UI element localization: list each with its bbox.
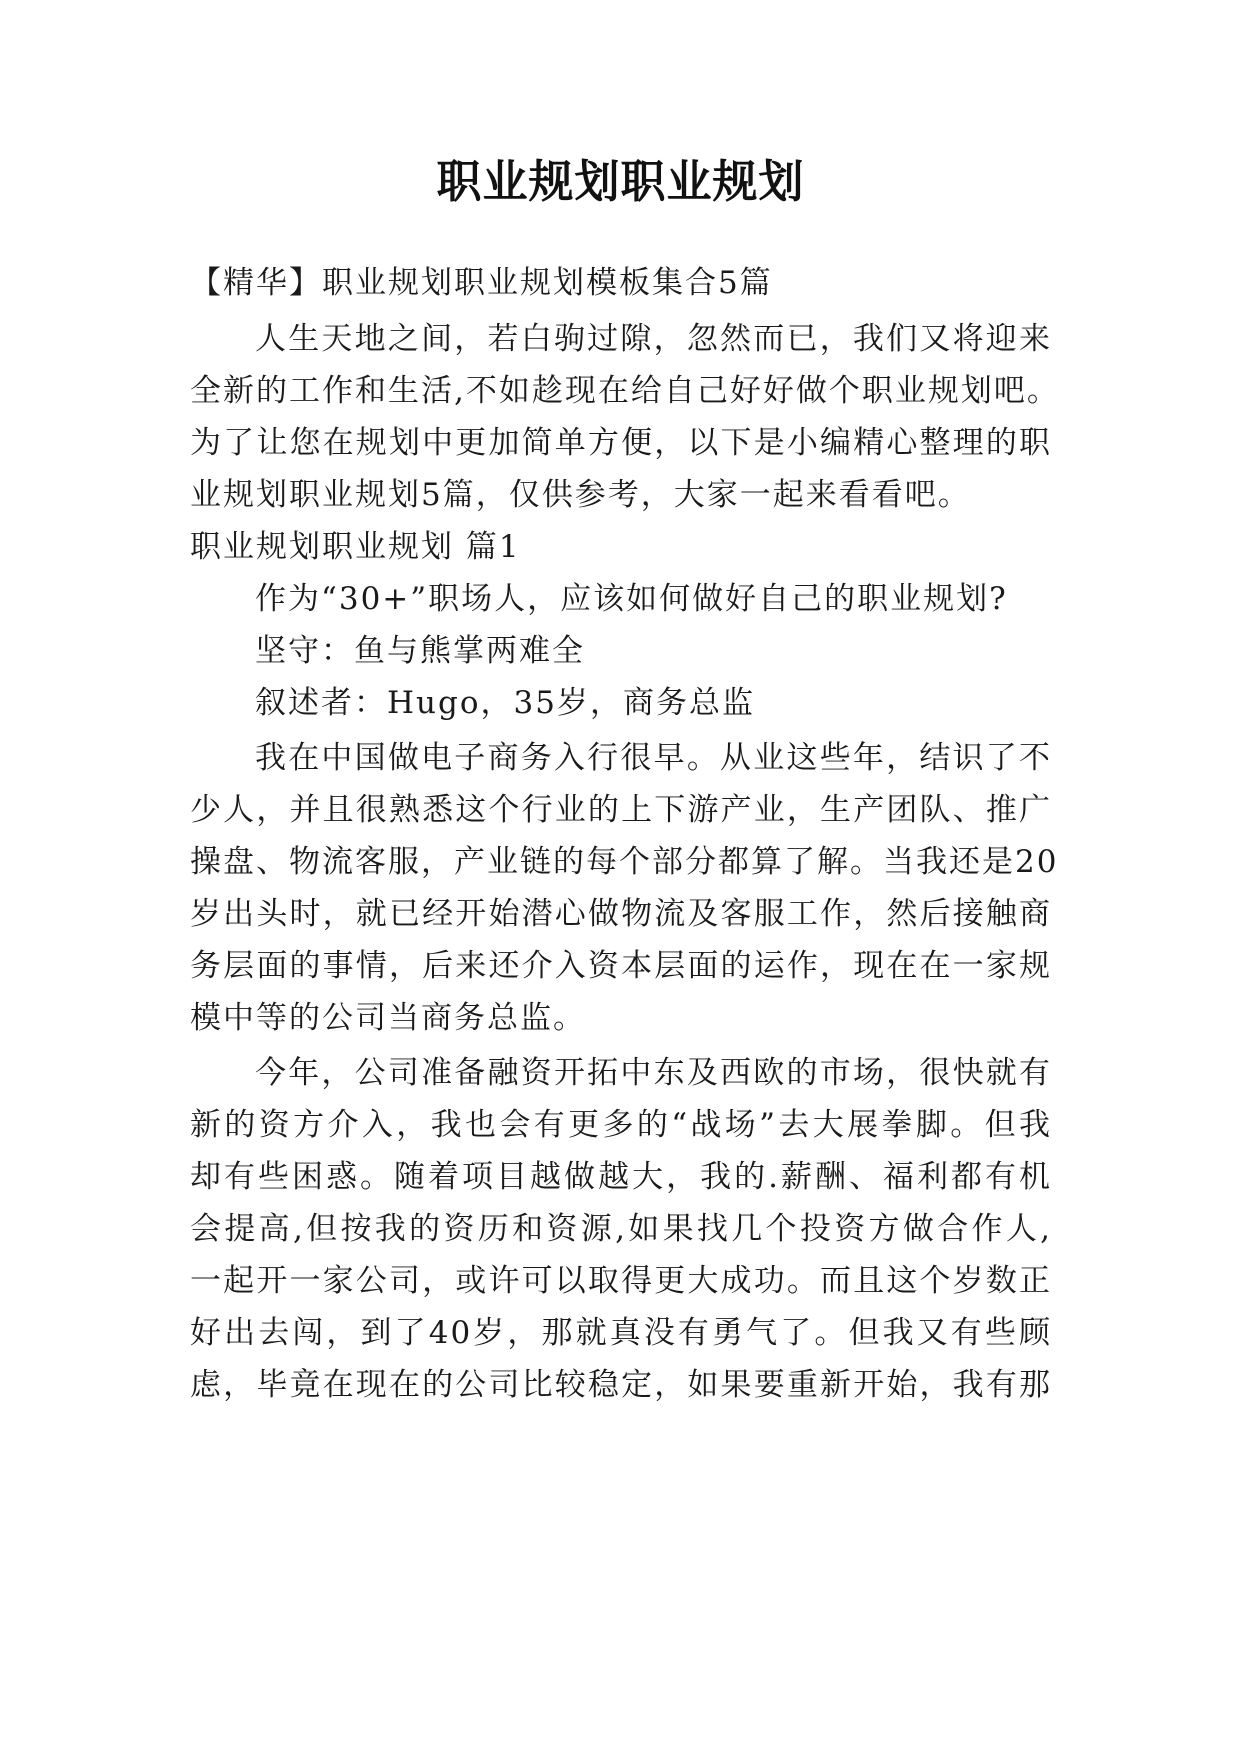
paragraph-line: 今年，公司准备融资开拓中东及西欧的市场，很快就有 bbox=[255, 1055, 1052, 1091]
paragraph-line: 我在中国做电子商务入行很早。从业这些年，结识了不 bbox=[255, 740, 1052, 776]
paragraph-line: 业规划职业规划5篇，仅供参考，大家一起来看看吧。 bbox=[190, 477, 971, 513]
subtitle-line: 【精华】职业规划职业规划模板集合5篇 bbox=[190, 265, 773, 301]
paragraph-line: 岁出头时，就已经开始潜心做物流及客服工作，然后接触商 bbox=[190, 896, 1052, 932]
paragraph-line: 为了让您在规划中更加简单方便，以下是小编精心整理的职 bbox=[190, 425, 1052, 461]
paragraph-line: 作为“30+”职场人，应该如何做好自己的职业规划? bbox=[255, 581, 1008, 617]
paragraph-line: 少人，并且很熟悉这个行业的上下游产业，生产团队、推广 bbox=[190, 792, 1052, 828]
paragraph-line: 务层面的事情，后来还介入资本层面的运作，现在在一家规 bbox=[190, 948, 1052, 984]
paragraph-line: 人生天地之间，若白驹过隙，忽然而已，我们又将迎来 bbox=[255, 321, 1052, 357]
section-heading: 职业规划职业规划 篇1 bbox=[190, 529, 521, 565]
paragraph-line: 新的资方介入，我也会有更多的“战场”去大展拳脚。但我 bbox=[190, 1107, 1052, 1143]
paragraph-line: 一起开一家公司，或许可以取得更大成功。而且这个岁数正 bbox=[190, 1263, 1052, 1299]
paragraph-line: 全新的工作和生活,不如趁现在给自己好好做个职业规划吧。 bbox=[190, 373, 1060, 409]
paragraph-line: 坚守：鱼与熊掌两难全 bbox=[255, 633, 585, 669]
paragraph-line: 好出去闯，到了40岁，那就真没有勇气了。但我又有些顾 bbox=[190, 1315, 1052, 1351]
paragraph-line: 却有些困惑。随着项目越做越大，我的.薪酬、福利都有机 bbox=[190, 1159, 1052, 1195]
paragraph-line: 操盘、物流客服，产业链的每个部分都算了解。当我还是20 bbox=[190, 844, 1059, 880]
document-title: 职业规划职业规划 bbox=[436, 155, 805, 208]
paragraph-line: 叙述者：Hugo，35岁，商务总监 bbox=[255, 685, 755, 721]
paragraph-line: 会提高,但按我的资历和资源,如果找几个投资方做合作人, bbox=[190, 1211, 1052, 1247]
paragraph-line: 模中等的公司当商务总监。 bbox=[190, 1000, 586, 1036]
paragraph-line: 虑，毕竟在现在的公司比较稳定，如果要重新开始，我有那 bbox=[190, 1367, 1052, 1403]
